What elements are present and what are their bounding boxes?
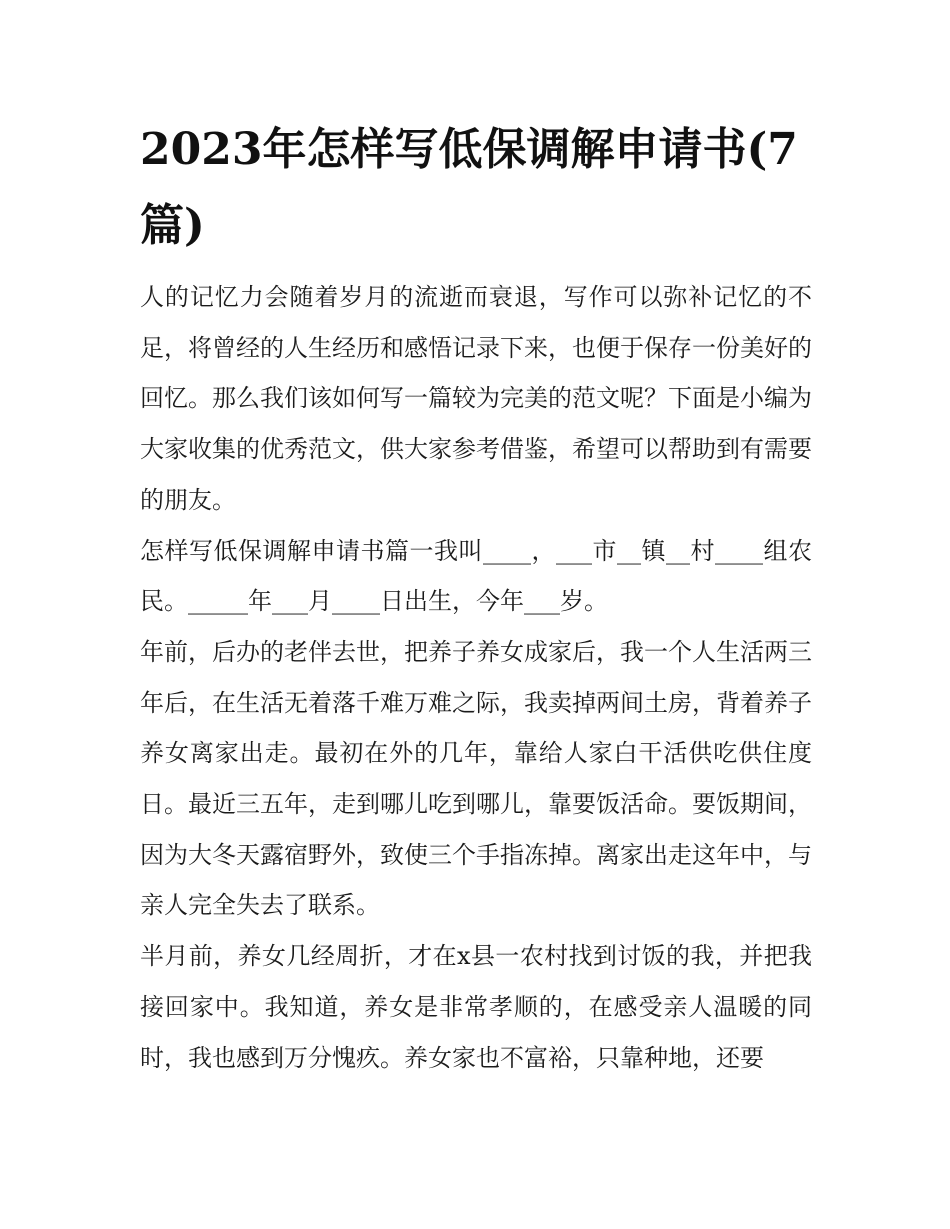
intro-paragraph: 人的记忆力会随着岁月的流逝而衰退，写作可以弥补记忆的不足，将曾经的人生经历和感悟记录下来，也便于保存一份美好的回忆。那么我们该如何写一篇较为完美的范文呢？下面是小编为大家收集的优秀范文，供大家参考借鉴，希望可以帮助到有需要的朋友。: [140, 283, 812, 514]
document-body: [140, 272, 812, 1083]
body-paragraph: 怎样写低保调解申请书篇一我叫____，___市__镇__村____组农民。_____年___月____日出生，今年___岁。: [140, 536, 812, 616]
document-title: 2023年怎样写低保调解申请书(7篇): [140, 124, 798, 251]
body-paragraph: 年前，后办的老伴去世，把养子养女成家后，我一个人生活两三年后，在生活无着落千难万难之际，我卖掉两间土房，背着养子养女离家出走。最初在外的几年，靠给人家白干活供吃供住度日。最近三五年，走到哪儿吃到哪儿，靠要饭活命。要饭期间，因为大冬天露宿野外，致使三个手指冻掉。离家出走这年中，与亲人完全失去了联系。: [140, 637, 812, 920]
body-paragraph: 半月前，养女几经周折，才在x县一农村找到讨饭的我，并把我接回家中。我知道，养女是非常孝顺的，在感受亲人温暖的同时，我也感到万分愧疚。养女家也不富裕，只靠种地，还要: [140, 942, 812, 1072]
